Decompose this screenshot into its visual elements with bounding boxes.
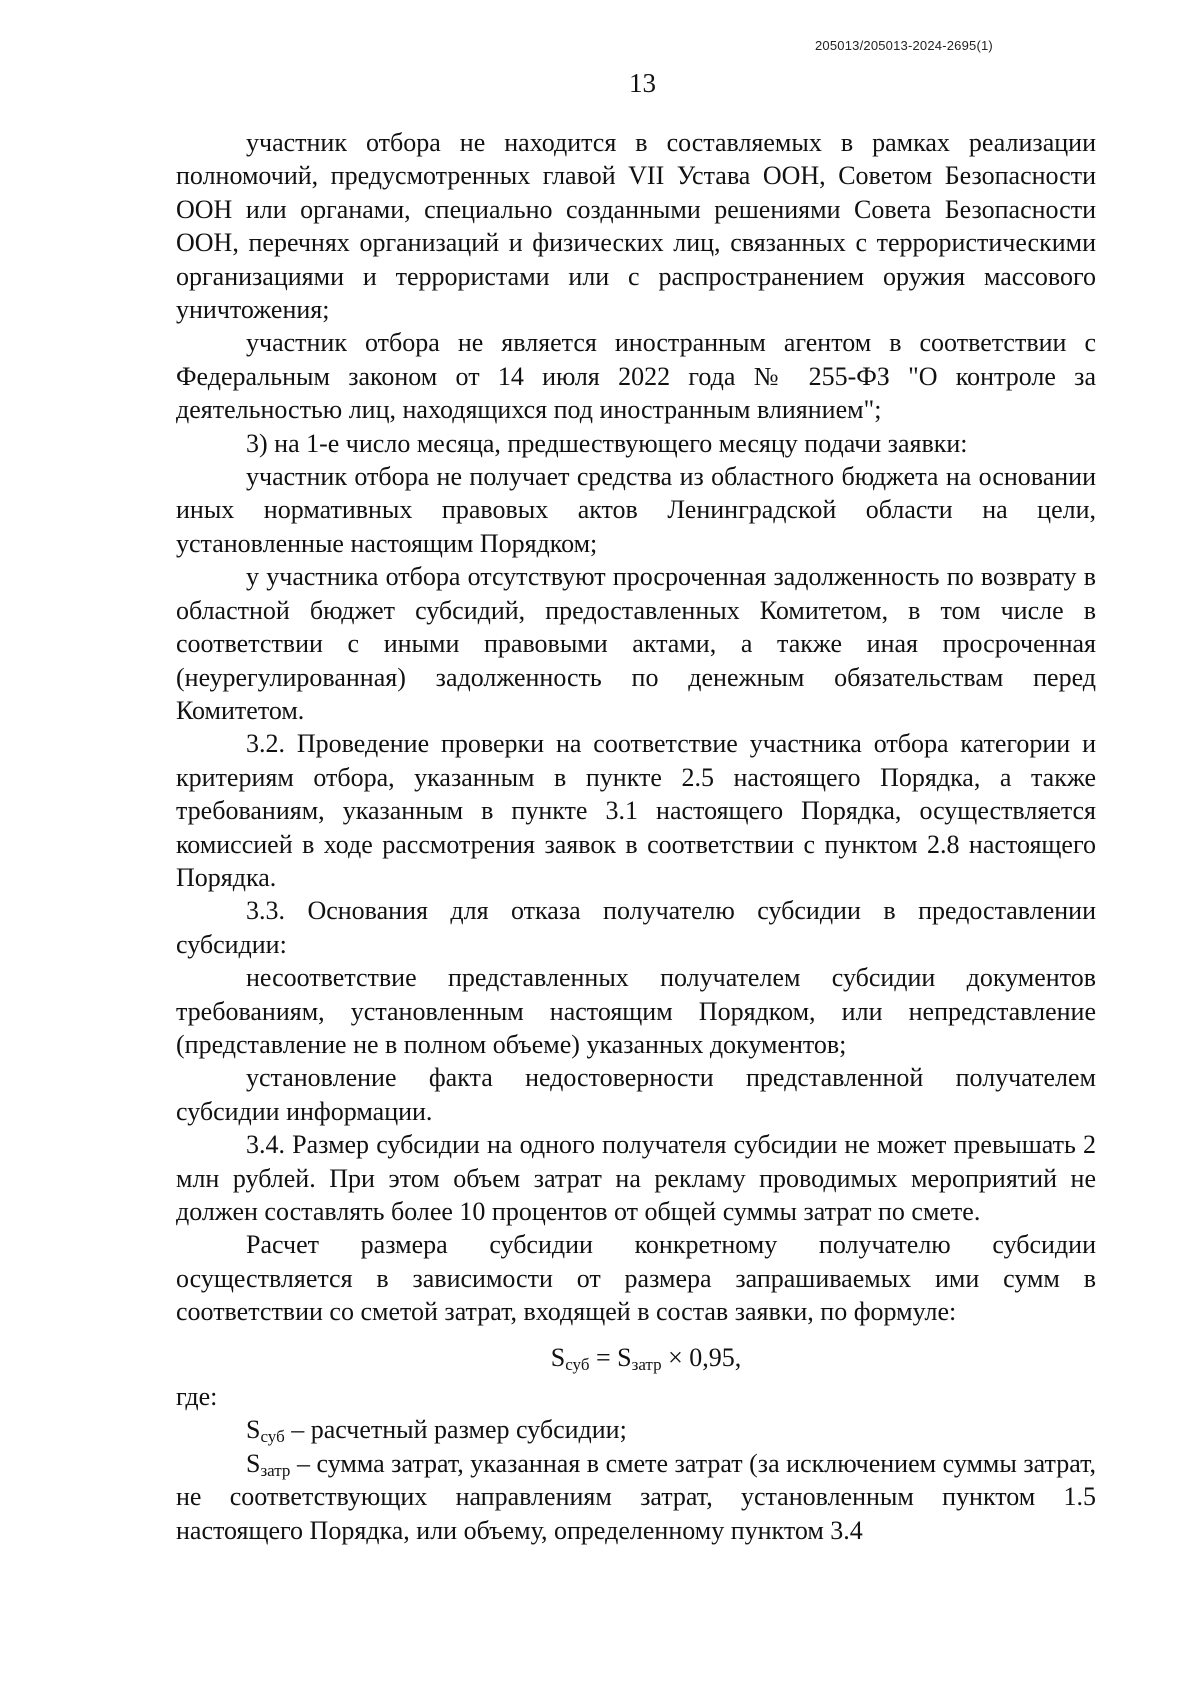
definition-s-zatr-symbol: S [246, 1448, 261, 1478]
subsidy-formula [176, 1341, 1096, 1374]
formula-equals: = [589, 1342, 618, 1372]
document-id: 205013/205013-2024-2695(1) [815, 38, 993, 53]
paragraph-3-2: 3.2. Проведение проверки на соответствие участника отбора категории и критериям отбора, указанным в пункте 2.5 настоящего Порядка, а также требованиям, указанным в пункте 3.1 настоящего Порядка, осуществляется комиссией в ходе рассмотрения заявок в соответствии с пунктом 2.8 настоящего Порядка. [176, 729, 1096, 892]
definition-s-zatr [176, 1447, 1096, 1547]
definition-s-zatr-subscript: затр [260, 1460, 291, 1480]
paragraph-noncompliance: несоответствие представленных получателем субсидии документов требованиям, установленным настоящим Порядком, или непредставление (представление не в полном объеме) указанных документов; [176, 963, 1096, 1059]
paragraph-no-funds: участник отбора не получает средства из областного бюджета на основании иных нормативных правовых актов Ленинградской области на цели, установленные настоящим Порядком; [176, 462, 1096, 558]
paragraph-unreliable-info: установление факта недостоверности представленной получателем субсидии информации. [176, 1063, 1096, 1126]
paragraph-un-list: участник отбора не находится в составляемых в рамках реализации полномочий, предусмотренных главой VII Устава ООН, Советом Безопасности ООН или органами, специально созданными решениями Совета Безопасности ООН, перечнях организаций и физических лиц, связанных с террористическими организациями и террористами или с распространением оружия массового уничтожения; [176, 128, 1096, 325]
definition-s-sub-text: – расчетный размер субсидии; [284, 1415, 627, 1445]
formula-sub-left: суб [565, 1354, 590, 1374]
definition-s-zatr-text: – сумма затрат, указанная в смете затрат (за исключением суммы затрат, не соответствующих направлениям затрат, установленным пунктом 1.5 настоящего Порядка, или объему, определенному пунктом 3.4 [176, 1448, 1096, 1545]
formula-tail: × 0,95, [661, 1342, 742, 1372]
formula-sub-right: затр [631, 1354, 662, 1374]
where-label: где: [176, 1382, 218, 1412]
paragraph-foreign-agent: участник отбора не является иностранным агентом в соответствии с Федеральным законом от 14 июля 2022 года № 255-ФЗ "О контроле за деятельностью лиц, находящихся под иностранным влиянием"; [176, 328, 1096, 425]
paragraph-3-4: 3.4. Размер субсидии на одного получателя субсидии не может превышать 2 млн рублей. При этом объем затрат на рекламу проводимых мероприятий не должен составлять более 10 процентов от общей суммы затрат по смете. [176, 1130, 1096, 1226]
paragraph-calculation: Расчет размера субсидии конкретному получателю субсидии осуществляется в зависимости от размера запрашиваемых ими сумм в соответствии со сметой затрат, входящей в состав заявки, по формуле: [176, 1230, 1096, 1327]
formula-symbol-left: S [550, 1342, 566, 1372]
formula-symbol-right: S [617, 1342, 632, 1372]
definition-s-sub [176, 1413, 1096, 1446]
paragraph-no-debt: у участника отбора отсутствуют просроченная задолженность по возврату в областной бюджет субсидий, предоставленных Комитетом, в том числе в соответствии с иными правовыми актами, а также иная просроченная (неурегулированная) задолженность по денежным обязательствам перед Комитетом. [176, 562, 1096, 725]
paragraph-3-3: 3.3. Основания для отказа получателю субсидии в предоставлении субсидии: [176, 896, 1096, 959]
document-body [176, 126, 1096, 1547]
paragraph-item-3: 3) на 1-е число месяца, предшествующего месяцу подачи заявки: [246, 428, 968, 458]
page-number: 13 [629, 68, 656, 98]
definition-s-sub-symbol: S [246, 1415, 261, 1445]
definition-s-sub-subscript: суб [260, 1427, 285, 1447]
